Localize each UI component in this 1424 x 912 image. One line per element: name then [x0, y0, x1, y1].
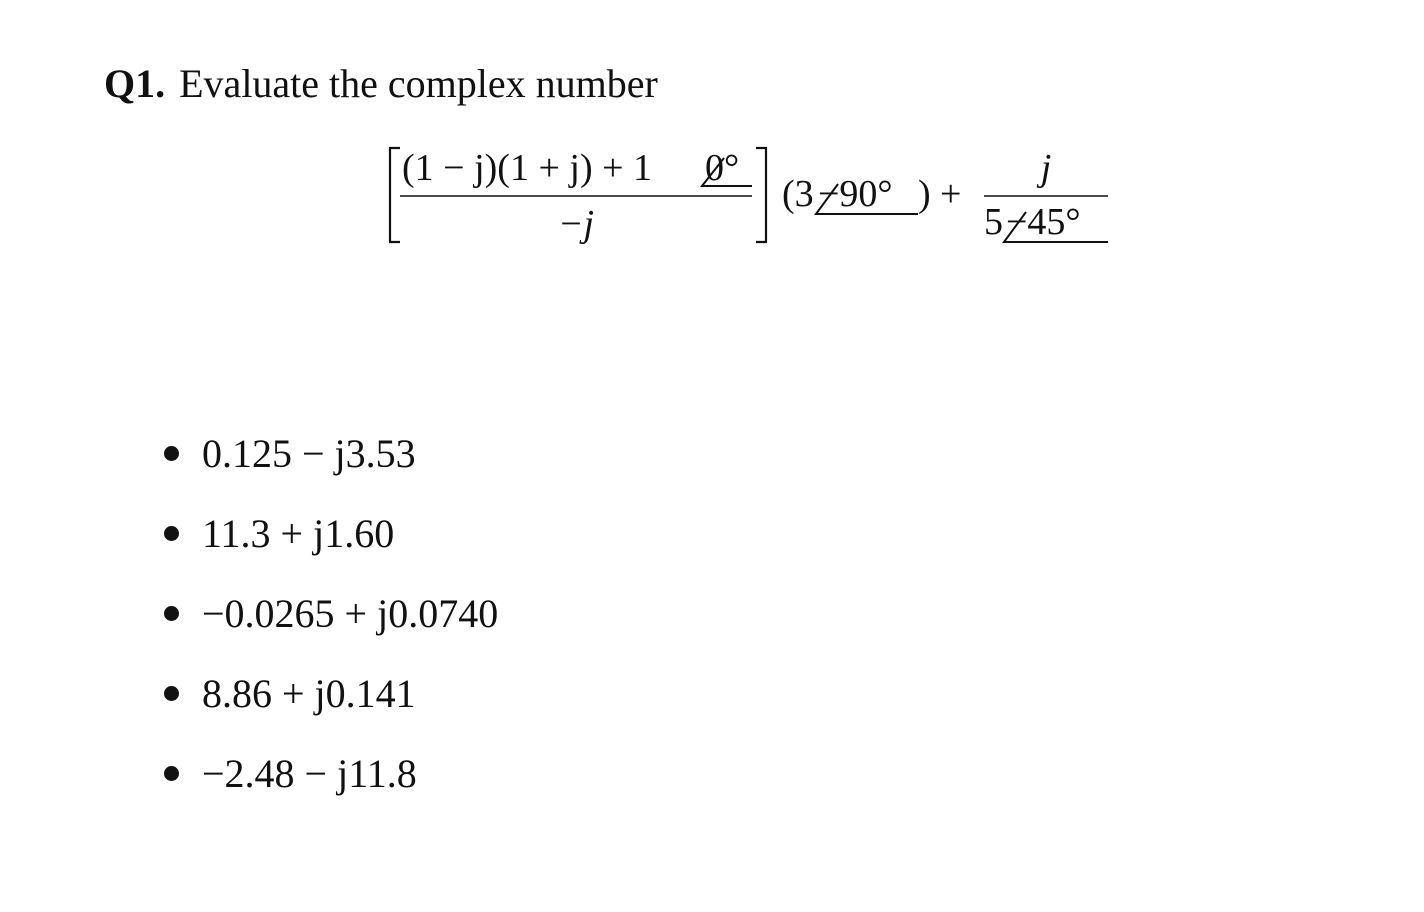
option-text: 0.125 − j3.53 — [202, 431, 416, 476]
question-prompt: Evaluate the complex number — [179, 61, 658, 106]
factor-close: ) — [918, 173, 931, 215]
left-bracket — [390, 148, 400, 242]
formula-svg — [380, 136, 1120, 256]
fraction2-magnitude: 5 — [984, 201, 1003, 243]
option-text: 8.86 + j0.141 — [202, 671, 416, 716]
fraction2-numerator: j — [1040, 147, 1052, 189]
option-2 — [160, 508, 498, 588]
right-bracket — [756, 148, 766, 242]
fraction1-denominator: −j — [557, 203, 595, 245]
plus-sign: + — [940, 173, 962, 215]
fraction1-numerator-angle: 0° — [705, 147, 740, 189]
option-5 — [160, 748, 498, 828]
bullet-icon — [164, 766, 179, 781]
option-3 — [160, 588, 498, 668]
bullet-icon — [164, 526, 179, 541]
question-number: Q1. — [104, 61, 166, 106]
question-heading — [104, 60, 658, 108]
option-text: 11.3 + j1.60 — [202, 511, 395, 556]
option-text: −2.48 − j11.8 — [202, 751, 417, 796]
fraction1-numerator: (1 − j)(1 + j) + 1 — [402, 147, 653, 189]
option-4 — [160, 668, 498, 748]
option-text: −0.0265 + j0.0740 — [202, 591, 499, 636]
fraction2-angle: −45° — [1006, 201, 1081, 243]
factor-angle: −90° — [818, 173, 893, 215]
bullet-icon — [164, 686, 179, 701]
option-1 — [160, 428, 498, 508]
bullet-icon — [164, 606, 179, 621]
bullet-icon — [164, 446, 179, 461]
answer-options — [160, 428, 498, 828]
factor-open: (3 — [782, 173, 814, 215]
formula — [380, 136, 1120, 256]
